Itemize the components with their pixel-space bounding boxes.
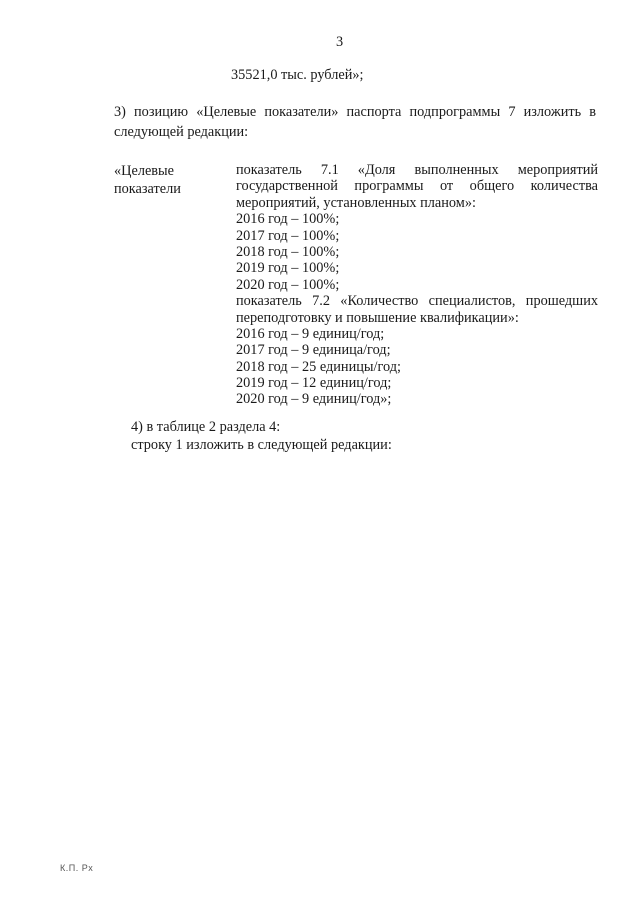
indicator-1-value: 2020 год – 100%; xyxy=(236,276,340,293)
indicator-2-value: 2016 год – 9 единиц/год; xyxy=(236,325,385,342)
indicator-1-value: 2019 год – 100%; xyxy=(236,260,340,277)
amount-line: 35521,0 тыс. рублей»; xyxy=(231,67,364,83)
footer-mark: К.П. Рх xyxy=(60,863,94,873)
indicator-1-line: государственной программы от общего количества xyxy=(236,178,598,195)
indicators-column xyxy=(236,162,598,408)
indicator-1-value: 2016 год – 100%; xyxy=(236,211,340,228)
indicator-2-line: переподготовку и повышение квалификации»: xyxy=(236,309,519,326)
table-label-line-1: «Целевые xyxy=(114,163,175,179)
indicator-2-value: 2017 год – 9 единица/год; xyxy=(236,342,391,359)
table-label-line-2: показатели xyxy=(114,181,181,197)
indicator-2-value: 2020 год – 9 единиц/год»; xyxy=(236,391,392,408)
page-number: 3 xyxy=(336,34,344,50)
item-4-line-1: 4) в таблице 2 раздела 4: xyxy=(131,419,281,435)
indicator-1-value: 2018 год – 100%; xyxy=(236,243,340,260)
indicator-1-line: мероприятий, установленных планом»: xyxy=(236,194,476,211)
table-label xyxy=(114,162,181,198)
item-4-line-2: строку 1 изложить в следующей редакции: xyxy=(131,437,392,453)
indicator-2-value: 2018 год – 25 единицы/год; xyxy=(236,358,401,375)
indicator-1-value: 2017 год – 100%; xyxy=(236,227,340,244)
indicator-2-value: 2019 год – 12 единиц/год; xyxy=(236,375,392,392)
indicator-1-line: показатель 7.1 «Доля выполненных мероприятий xyxy=(236,162,598,178)
item-3-line-2: следующей редакции: xyxy=(114,124,249,140)
item-3-line-1: 3) позицию «Целевые показатели» паспорта подпрограммы 7 изложить в xyxy=(114,104,596,120)
indicator-2-line: показатель 7.2 «Количество специалистов, прошедших xyxy=(236,293,598,310)
